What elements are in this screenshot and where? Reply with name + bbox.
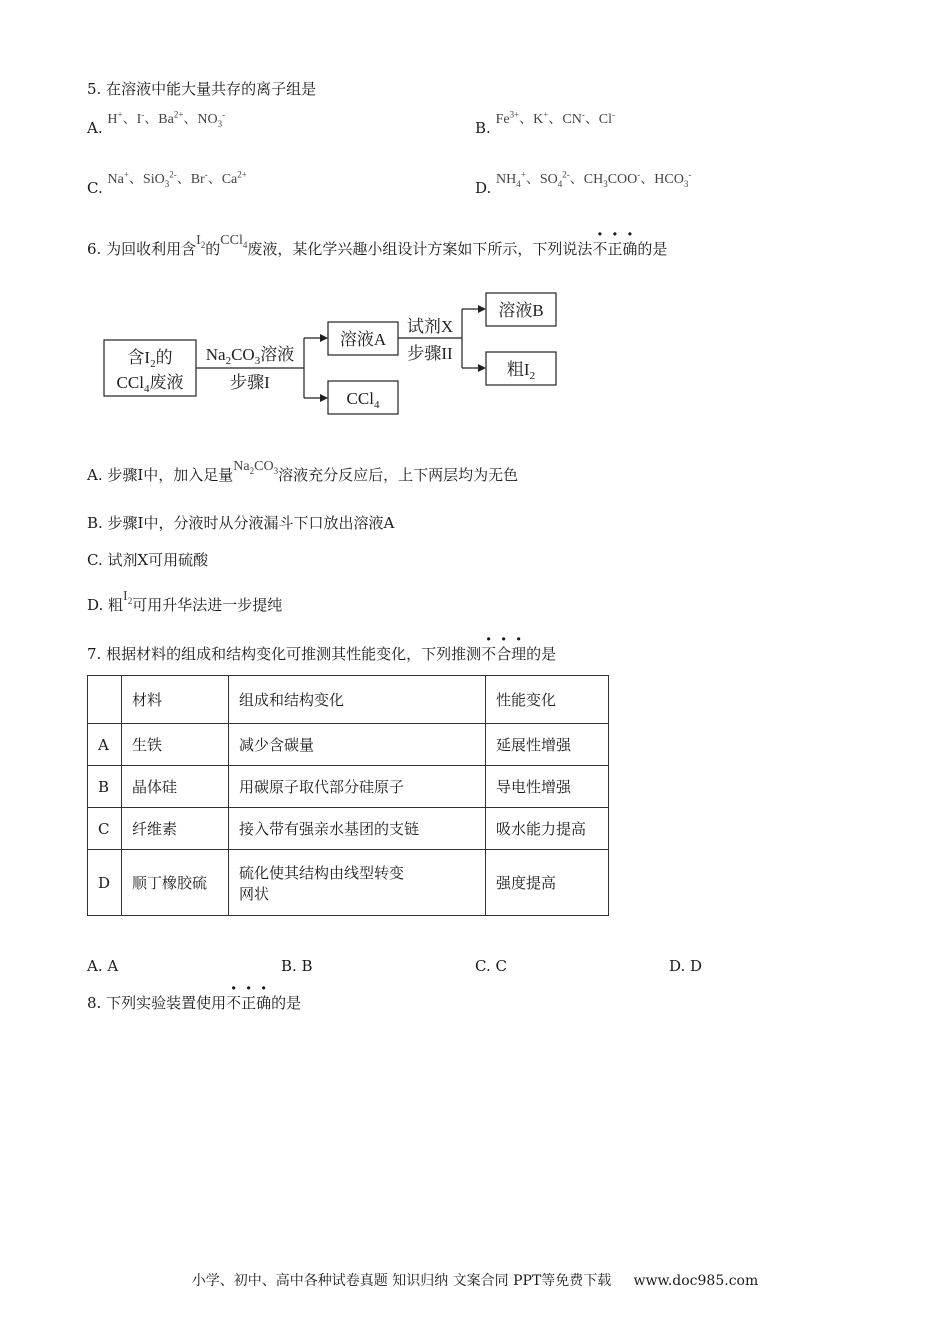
- q5-option-a[interactable]: [87, 109, 226, 139]
- q6-option-a[interactable]: A. 步骤I中，加入足量$Na_2CO_3$溶液充分反应后，上下两层均为无色: [87, 459, 519, 484]
- q5-option-b-label: B.: [475, 119, 491, 137]
- step1: 步骤I: [230, 373, 270, 392]
- q8-stem-emphasis: [226, 994, 271, 1012]
- reagent-x: 试剂X: [406, 317, 454, 336]
- emphasis-char: 正: [607, 240, 623, 258]
- ccl4-label: CCl$_4$: [346, 389, 380, 411]
- arrow-to-solution-a: [320, 334, 328, 342]
- arrow-to-crude-i2: [478, 364, 486, 372]
- start-line1: 含$I_2$的: [127, 348, 173, 370]
- q7-option-b[interactable]: B. B: [281, 957, 313, 975]
- q6-option-b[interactable]: B. 步骤I中，分液时从分液漏斗下口放出溶液A: [87, 514, 395, 532]
- emphasis-char: 不: [592, 240, 608, 258]
- arrow-to-ccl4: [320, 394, 328, 402]
- table-header-cell: [88, 676, 122, 724]
- q5-option-d-label: D.: [475, 179, 492, 197]
- q5-option-a-label: A.: [87, 119, 103, 137]
- q5-option-b-formula: $Fe^{3+}$、K+、CN-、Cl-: [495, 109, 616, 127]
- q7-stem-emphasis: [481, 645, 526, 663]
- emphasis-char: 不: [226, 994, 242, 1012]
- footer: [0, 1270, 950, 1290]
- q7-table: [87, 675, 609, 916]
- reagent1: $Na_2CO_3$溶液: [205, 345, 295, 367]
- q5-option-d[interactable]: [475, 169, 692, 199]
- table-header-cell: 组成和结构变化: [229, 676, 486, 724]
- q6-option-c[interactable]: C. 试剂X可用硫酸: [87, 551, 209, 569]
- footer-link[interactable]: www.doc985.com: [633, 1273, 759, 1289]
- emphasis-char: 确: [256, 994, 272, 1012]
- emphasis-char: 正: [241, 994, 257, 1012]
- table-header-row: [88, 676, 609, 724]
- q6-stem-i2: $I_2$: [196, 233, 206, 250]
- q5-option-b[interactable]: [475, 109, 616, 138]
- q5-option-a-formula: H+、I-、$Ba^{2+}$、$NO_3^-$: [107, 109, 226, 129]
- q6-option-d[interactable]: D. 粗$I_2$可用升华法进一步提纯: [87, 589, 283, 614]
- step2: 步骤II: [407, 344, 453, 363]
- q5-option-c-formula: Na+、SiO$_3^{2-}$、Br-、$Ca^{2+}$: [107, 169, 247, 189]
- table-row: B 晶体硅 用碳原子取代部分硅原子 导电性增强: [88, 766, 609, 808]
- q5-option-c[interactable]: [87, 169, 247, 199]
- table-row: C 纤维素 接入带有强亲水基团的支链 吸水能力提高: [88, 808, 609, 850]
- solution-b: 溶液B: [498, 301, 544, 320]
- table-row: A 生铁 减少含碳量 延展性增强: [88, 724, 609, 766]
- footer-text: 小学、初中、高中各种试卷真题 知识归纳 文案合同 PPT等免费下载: [191, 1273, 612, 1289]
- q5-stem: 5. 在溶液中能大量共存的离子组是: [87, 80, 317, 98]
- q7-stem: 7. 根据材料的组成和结构变化可推测其性能变化，下列推测不合理的是: [87, 645, 557, 663]
- q6-option-d-formula: $I_2$: [123, 589, 133, 606]
- q6-stem: 6. 为回收利用含$I_2$的CCl$_4$废液，某化学兴趣小组设计方案如下所示，下列说法不正确的是: [87, 233, 668, 258]
- q6-option-a-formula: $Na_2CO_3$: [233, 459, 279, 476]
- q8-stem: 8. 下列实验装置使用不正确的是: [87, 994, 302, 1012]
- crude-i2: 粗$I_2$: [506, 360, 536, 382]
- start-line2: CCl$_4$废液: [116, 373, 184, 395]
- q6-flow-diagram: [100, 288, 570, 418]
- q7-option-c[interactable]: C. C: [475, 957, 507, 975]
- emphasis-char: 合: [496, 645, 512, 663]
- table-header-cell: 性能变化: [486, 676, 609, 724]
- q7-option-d[interactable]: D. D: [669, 957, 703, 975]
- emphasis-char: 理: [511, 645, 527, 663]
- arrow-to-solution-b: [478, 305, 486, 313]
- q6-stem-ccl4: CCl$_4$: [220, 233, 248, 250]
- q6-stem-emphasis: [592, 240, 637, 258]
- q5-option-c-label: C.: [87, 179, 103, 197]
- table-header-cell: 材料: [122, 676, 229, 724]
- q7-option-a[interactable]: A. A: [87, 957, 119, 975]
- solution-a: 溶液A: [339, 330, 387, 349]
- emphasis-char: 确: [622, 240, 638, 258]
- emphasis-char: 不: [481, 645, 497, 663]
- q5-option-d-formula: $NH_4^+$、$SO_4^{2-}$、$CH_3COO^-$、$HCO_3^-$: [496, 169, 692, 189]
- table-row: D 顺丁橡胶硫 硫化使其结构由线型转变 网状 强度提高: [88, 850, 609, 916]
